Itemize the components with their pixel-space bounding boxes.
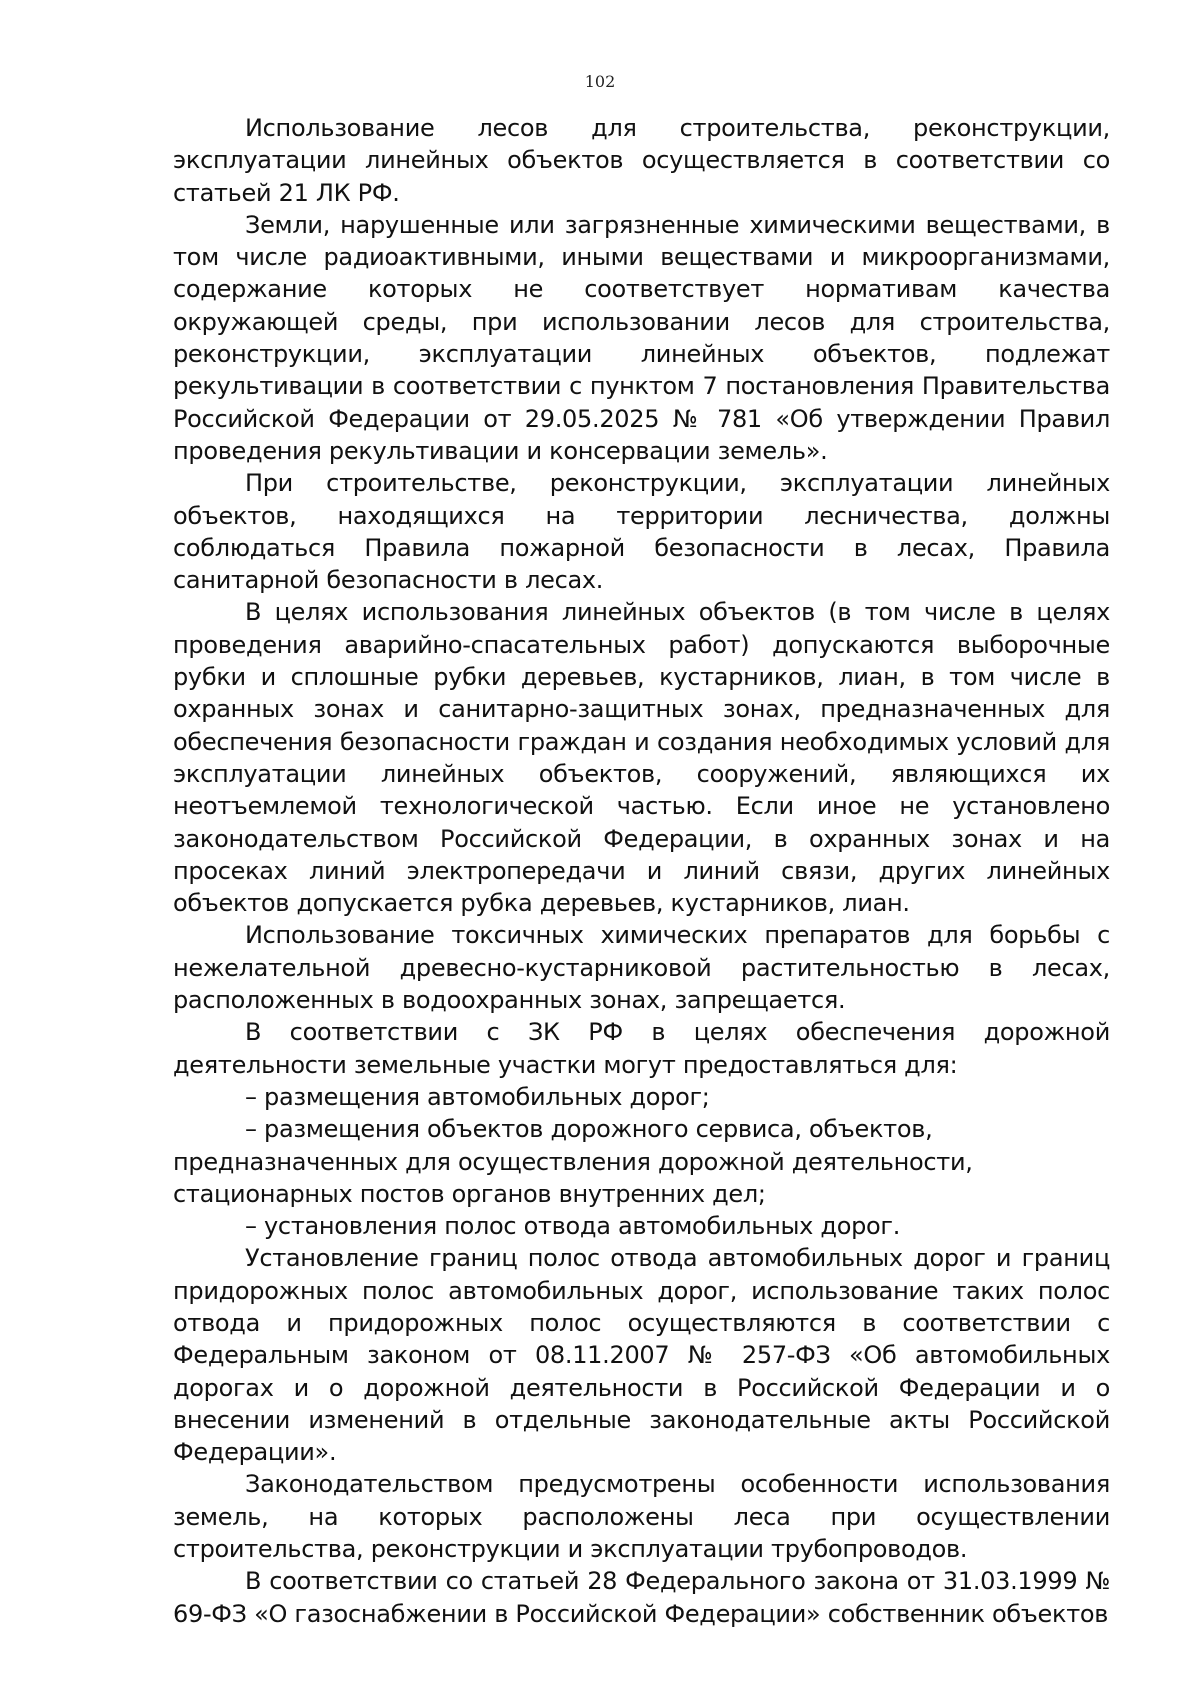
paragraph: Установление границ полос отвода автомобильных дорог и границ придорожных полос автомобильных дорог, использование таких полос отвода и придорожных полос осуществляются в соответствии с Федеральным законом от 08.11.2007 № 257-ФЗ «Об автомобильных дорогах и о дорожной деятельности в Российской Федерации и о внесении изменений в отдельные законодательные акты Российской Федерации». (173, 1244, 1110, 1467)
paragraph: В соответствии с ЗК РФ в целях обеспечения дорожной деятельности земельные участки могут предоставляться для: (173, 1018, 1110, 1079)
document-body (173, 112, 1110, 1630)
paragraph: Земли, нарушенные или загрязненные химическими веществами, в том числе радиоактивными, иными веществами и микроорганизмами, содержание которых не соответствует нормативам качества окружающей среды, при использовании лесов для строительства, реконструкции, эксплуатации линейных объектов, подлежат рекультивации в соответствии с пунктом 7 постановления Правительства Российской Федерации от 29.05.2025 № 781 «Об утверждении Правил проведения рекультивации и консервации земель». (173, 210, 1110, 465)
list-item: – установления полос отвода автомобильных дорог. (245, 1212, 901, 1241)
paragraph: Использование токсичных химических препаратов для борьбы с нежелательной древесно-кустарниковой растительностью в лесах, расположенных в водоохранных зонах, запрещается. (173, 921, 1110, 1015)
paragraph: Использование лесов для строительства, реконструкции, эксплуатации линейных объектов осуществляется в соответствии со статьей 21 ЛК РФ. (173, 114, 1110, 207)
paragraph: Законодательством предусмотрены особенности использования земель, на которых расположены леса при осуществлении строительства, реконструкции и эксплуатации трубопроводов. (173, 1470, 1110, 1564)
paragraph: В соответствии со статьей 28 Федерального закона от 31.03.1999 № 69-ФЗ «О газоснабжении в Российской Федерации» собственник объектов (173, 1567, 1110, 1628)
paragraph: В целях использования линейных объектов (в том числе в целях проведения аварийно-спасательных работ) допускаются выборочные рубки и сплошные рубки деревьев, кустарников, лиан, в том числе в охранных зонах и санитарно-защитных зонах, предназначенных для обеспечения безопасности граждан и создания необходимых условий для эксплуатации линейных объектов, сооружений, являющихся их неотъемлемой технологической частью. Если иное не установлено законодательством Российской Федерации, в охранных зонах и на просеках линий электропередачи и линий связи, других линейных объектов допускается рубка деревьев, кустарников, лиан. (173, 598, 1110, 918)
list-item: – размещения автомобильных дорог; (245, 1082, 710, 1111)
paragraph: При строительстве, реконструкции, эксплуатации линейных объектов, находящихся на территории лесничества, должны соблюдаться Правила пожарной безопасности в лесах, Правила санитарной безопасности в лесах. (173, 469, 1110, 595)
list-item: – размещения объектов дорожного сервиса, объектов, предназначенных для осуществления дорожной деятельности, стационарных постов органов внутренних дел; (173, 1115, 973, 1208)
page-number: 102 (584, 72, 616, 91)
